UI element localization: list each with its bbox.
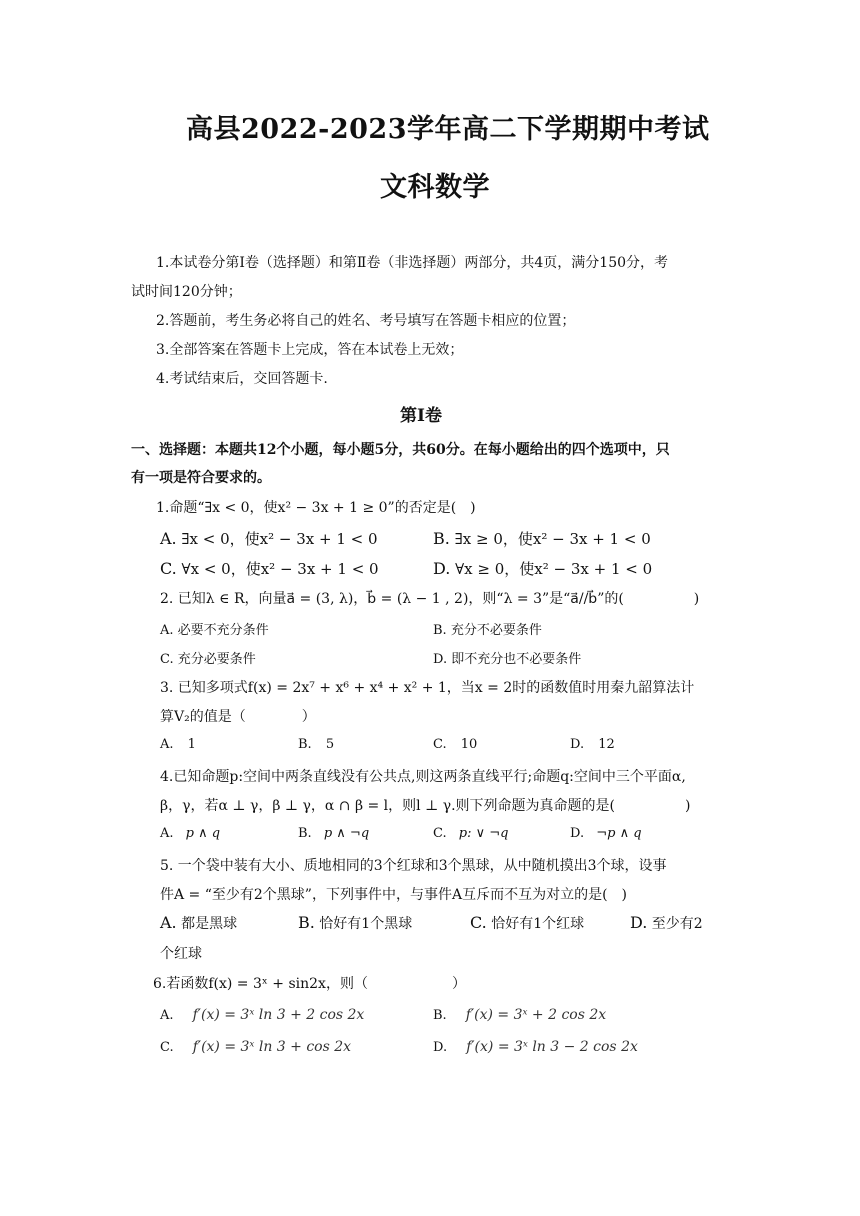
option-letter: D. (433, 652, 448, 667)
question-3-option-b (298, 737, 334, 752)
option-text: 充分必要条件 (177, 652, 256, 667)
option-letter: B. (298, 913, 315, 932)
question-2-option-c (160, 648, 256, 667)
question-2-option-a (160, 619, 269, 638)
question-1-option-b (433, 528, 651, 549)
option-text: 恰好有1个黑球 (319, 916, 413, 932)
option-text: 即不充分也不必要条件 (451, 652, 582, 667)
question-2-option-b (433, 619, 542, 638)
question-6-option-d (433, 1036, 638, 1055)
question-3-option-a (160, 737, 196, 752)
notice-line-2: 2.答题前，考生务必将自己的姓名、考号填写在答题卡相应的位置； (156, 313, 576, 329)
question-3-option-c (433, 737, 477, 752)
option-text: ∃x < 0，使x² − 3x + 1 < 0 (181, 530, 378, 548)
option-letter: C. (160, 559, 177, 578)
question-3-stem: 3. 已知多项式f(x) = 2x⁷ + x⁶ + x⁴ + x² + 1，当x = 2时的函数值时用秦九韶算法计 (160, 680, 695, 696)
section-heading-line-2: 有一项是符合要求的。 (131, 470, 271, 486)
option-letter: D. (630, 913, 648, 932)
option-letter: D. (433, 559, 451, 578)
question-1-option-d (433, 558, 652, 579)
option-letter: B. (433, 529, 450, 548)
option-text: 1 (187, 737, 196, 752)
question-5-option-a (160, 913, 237, 933)
notice-line-4: 4.考试结束后，交回答题卡. (156, 371, 328, 387)
question-5-option-d-wrap: 个红球 (160, 946, 202, 962)
option-text: f′(x) = 3ˣ ln 3 + cos 2x (192, 1039, 352, 1055)
option-letter: B. (433, 1008, 447, 1023)
option-text: 5 (325, 737, 335, 752)
question-5-option-c (470, 913, 584, 933)
question-2-stem: 2. 已知λ ∈ R，向量a⃗ = (3, λ)，b⃗ = (λ − 1 , 2)，则“λ = 3”是“a⃗//b⃗”的( ) (160, 591, 700, 607)
option-letter: A. (160, 529, 177, 548)
option-text: f′(x) = 3ˣ ln 3 − 2 cos 2x (466, 1039, 638, 1055)
question-5-option-d (630, 913, 703, 933)
exam-title: 高县2022-2023学年高二下学期期中考试 (186, 114, 710, 145)
option-letter: B. (298, 737, 312, 752)
option-letter: C. (433, 826, 447, 841)
question-1-option-c (160, 558, 379, 579)
notice-line-3: 3.全部答案在答题卡上完成，答在本试卷上无效； (156, 342, 464, 358)
question-6-option-a (160, 1004, 364, 1023)
option-text: 至少有2 (651, 916, 703, 932)
option-text: 充分不必要条件 (450, 623, 542, 638)
option-text: p ∧ q (185, 826, 221, 841)
question-3-stem-cont: 算V₂的值是（ ） (160, 709, 316, 725)
option-letter: A. (160, 1008, 174, 1023)
option-text: f′(x) = 3ˣ ln 3 + 2 cos 2x (192, 1007, 365, 1023)
option-text: 10 (460, 737, 478, 752)
part-title: 第Ⅰ卷 (400, 406, 442, 426)
option-text: 都是黑球 (181, 916, 238, 932)
question-5-option-b (298, 913, 412, 933)
option-letter: A. (160, 623, 174, 638)
question-2-option-d (433, 648, 581, 667)
section-heading-line-1: 一、选择题：本题共12个小题，每小题5分，共60分。在每小题给出的四个选项中，只 (131, 442, 670, 458)
question-4-option-a (160, 826, 220, 841)
option-letter: B. (298, 826, 312, 841)
option-letter: A. (160, 826, 174, 841)
question-1-option-a (160, 528, 378, 549)
option-text: ∀x < 0，使x² − 3x + 1 < 0 (181, 560, 379, 578)
notice-line-1-cont: 试时间120分钟； (131, 284, 242, 300)
question-3-option-d (570, 737, 615, 752)
option-letter: D. (570, 737, 585, 752)
notice-line-1: 1.本试卷分第Ⅰ卷（选择题）和第Ⅱ卷（非选择题）两部分，共4页，满分150分，考 (156, 255, 669, 271)
option-text: ¬p ∧ q (596, 826, 642, 841)
option-text: 12 (598, 737, 615, 752)
option-letter: C. (160, 1040, 174, 1055)
question-6-stem: 6.若函数f(x) = 3ˣ + sin2x，则（ ） (153, 976, 466, 992)
option-letter: C. (470, 913, 487, 932)
question-6-option-c (160, 1036, 351, 1055)
question-5-stem-cont: 件A = “至少有2个黑球”，下列事件中，与事件A互斥而不互为对立的是( ) (160, 887, 627, 903)
option-letter: D. (433, 1040, 448, 1055)
question-5-stem: 5. 一个袋中装有大小、质地相同的3个红球和3个黑球，从中随机摸出3个球，设事 (160, 858, 667, 874)
option-letter: A. (160, 913, 177, 932)
exam-subject: 文科数学 (380, 172, 490, 203)
question-1-stem: 1.命题“∃x < 0，使x² − 3x + 1 ≥ 0”的否定是( ) (156, 500, 476, 516)
question-4-option-c (433, 826, 508, 841)
option-text: 必要不充分条件 (177, 623, 269, 638)
question-4-option-b (298, 826, 369, 841)
option-text: ∀x ≥ 0，使x² − 3x + 1 < 0 (455, 560, 653, 578)
option-text: 恰好有1个红球 (491, 916, 585, 932)
option-letter: C. (433, 737, 447, 752)
option-text: p: ∨ ¬q (458, 826, 509, 841)
question-6-option-b (433, 1004, 606, 1023)
option-text: ∃x ≥ 0，使x² − 3x + 1 < 0 (454, 530, 651, 548)
option-letter: B. (433, 623, 447, 638)
question-4-option-d (570, 826, 642, 841)
option-text: p ∧ ¬q (323, 826, 370, 841)
question-4-stem: 4.已知命题p:空间中两条直线没有公共点,则这两条直线平行;命题q:空间中三个平面α, (160, 769, 686, 785)
question-4-stem-cont: β，γ，若α ⊥ γ，β ⊥ γ，α ∩ β = l，则l ⊥ γ.则下列命题为真命题的是( ) (160, 798, 691, 814)
option-letter: C. (160, 652, 174, 667)
option-text: f′(x) = 3ˣ + 2 cos 2x (465, 1007, 607, 1023)
option-letter: A. (160, 737, 174, 752)
option-letter: D. (570, 826, 585, 841)
